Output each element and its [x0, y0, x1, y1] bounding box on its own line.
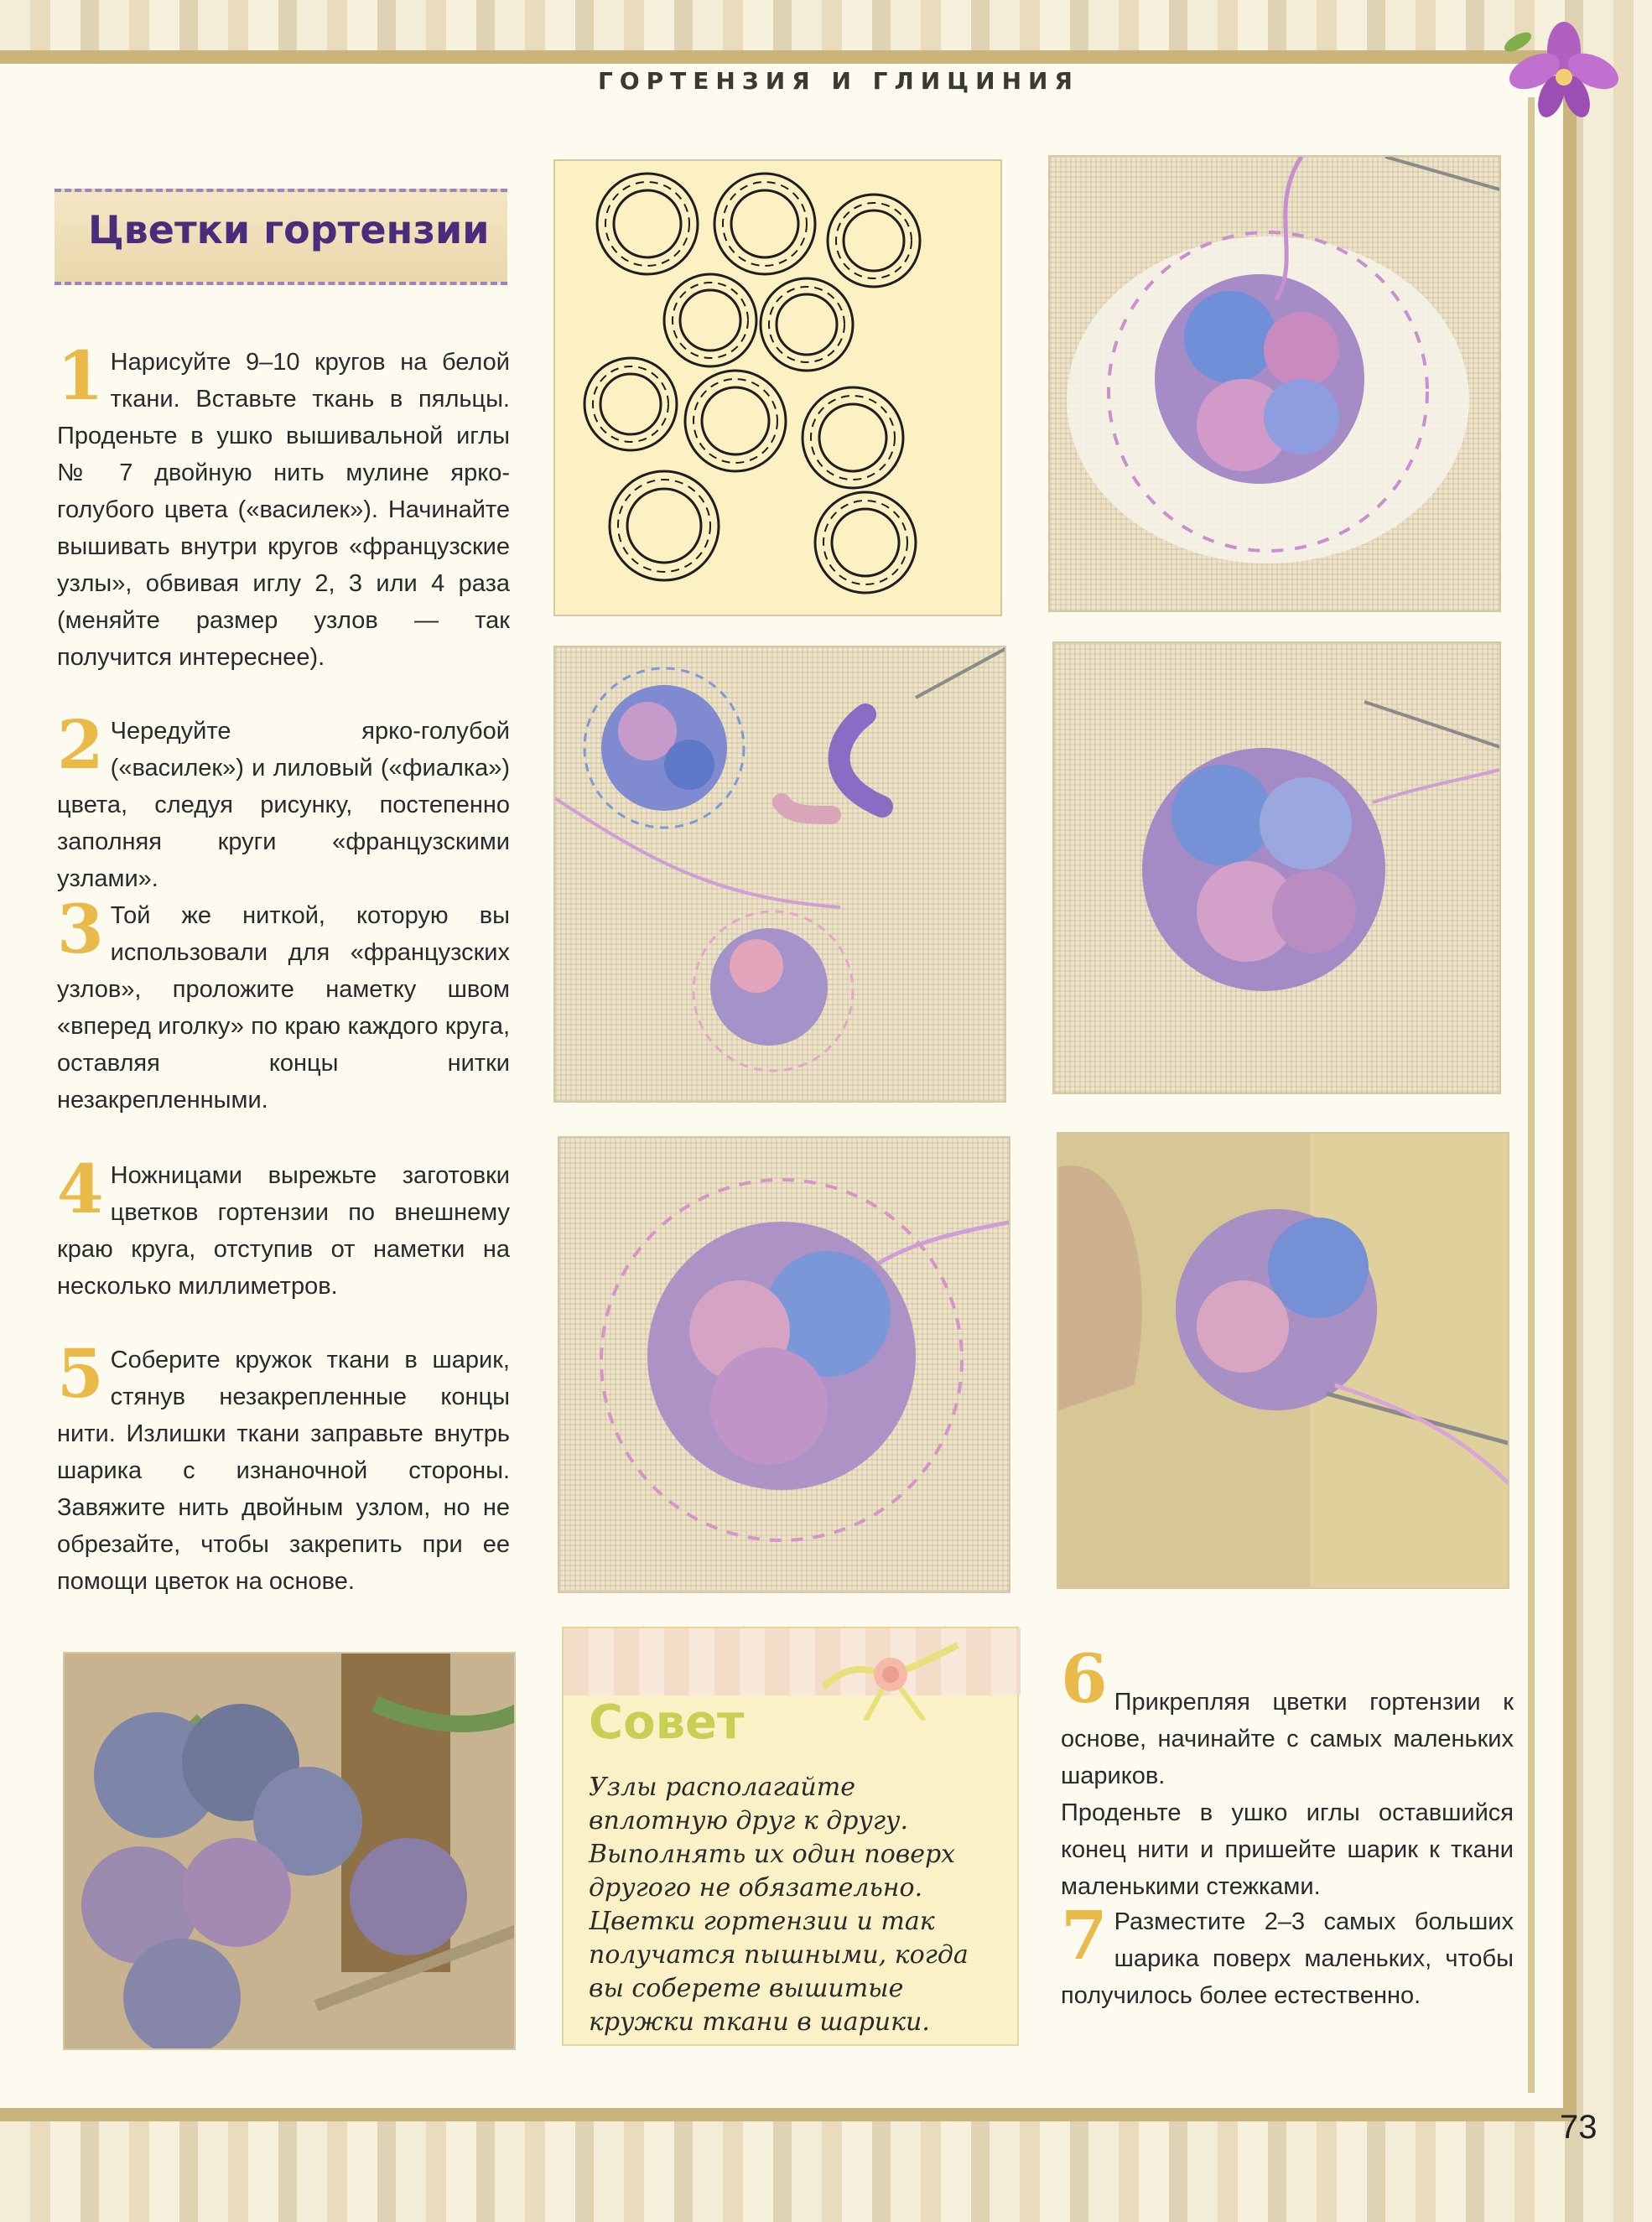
- step-text: Нарисуйте 9–10 кругов на белой ткани. Вставьте ткань в пяльцы. Проденьте в ушко вышивальной иглы № 7 двойную нить мулине ярко-голубого цвета («василек»). Начинайте вышивать внутри кругов «французские узлы», обвивая иглу 2, 3 или 4 раза (меняйте размер узлов — так получится интереснее).: [57, 349, 510, 671]
- step-number: 5: [57, 1334, 104, 1413]
- circles-template-diagram: [553, 159, 1002, 616]
- photo-6-art: [65, 1654, 516, 2050]
- step-6: [1061, 1610, 1514, 1905]
- step-4: [57, 1150, 510, 1305]
- step-photo-running-stitch: [558, 1136, 1010, 1593]
- step-text: Ножницами вырежьте заготовки цветков гортензии по внешнему краю круга, отступив от наметки на несколько миллиметров.: [57, 1162, 510, 1300]
- step-number: 4: [57, 1150, 104, 1228]
- rose-ribbon-icon: [815, 1628, 966, 1721]
- tip-text: Узлы располагайте вплотную друг к другу. Выполнять их один поверх другого не обязательно. Цветки гортензии и так получатся пышными, когда вы соберете вышитые кружки ткани в шарики.: [589, 1773, 969, 2037]
- photo-1-art: [1050, 157, 1501, 612]
- step-text: Соберите кружок ткани в шарик, стянув незакрепленные концы нити. Излишки ткани заправьте внутрь шарика с изнаночной стороны. Завяжите нить двойным узлом, но не обрезайте, чтобы закрепить при ее помощи цветок на основе.: [57, 1347, 510, 1595]
- section-title-ribbon: [55, 164, 507, 310]
- running-header: ГОРТЕНЗИЯ И ГЛИЦИНИЯ: [597, 66, 1079, 95]
- step-number: 3: [57, 890, 104, 968]
- step-7: [1061, 1896, 1514, 2014]
- step-number: 2: [57, 705, 104, 784]
- step-photo-french-knots: [553, 646, 1006, 1103]
- step-number: 7: [1061, 1896, 1108, 1975]
- step-2: [57, 705, 510, 897]
- step-3: [57, 890, 510, 1119]
- step-text: Разместите 2–3 самых больших шарика поверх маленьких, чтобы получилось более естественно.: [1061, 1908, 1514, 2009]
- step-number: 1: [57, 336, 104, 415]
- page-edge-decoration: [1528, 97, 1535, 2093]
- orchid-icon: [1501, 17, 1627, 126]
- step-1: [57, 336, 510, 676]
- step-photo-gathered-ball: [1052, 641, 1501, 1094]
- step-photo-attaching-ball: [1057, 1132, 1509, 1589]
- page-title: Цветки гортензии: [88, 207, 490, 252]
- step-text: Чередуйте ярко-голубой («василек») и лиловый («фиалка») цвета, следуя рисунку, постепенно заполняя круги «французскими узлами».: [57, 718, 510, 892]
- step-text: Прикрепляя цветки гортензии к основе, начинайте с самых маленьких шариков. Проденьте в ушко иглы оставшийся конец нити и пришейте шарик к ткани маленькими стежками.: [1061, 1689, 1514, 1900]
- step-photo-embroidered-circle: [1048, 155, 1501, 612]
- photo-3-art: [1054, 643, 1501, 1094]
- photo-4-art: [559, 1138, 1010, 1593]
- circles-diagram-svg: [555, 161, 1002, 616]
- step-5: [57, 1334, 510, 1600]
- photo-5-art: [1058, 1134, 1509, 1589]
- photo-2-art: [555, 647, 1006, 1103]
- step-number: 6: [1061, 1639, 1108, 1718]
- tip-box: [562, 1627, 1019, 2046]
- finished-hydrangea-photo: [63, 1652, 516, 2050]
- tip-title: Совет: [589, 1695, 745, 1750]
- page-number: 73: [1560, 2109, 1597, 2146]
- step-text: Той же ниткой, которую вы использовали для «французских узлов», проложите наметку швом «вперед иголку» по краю каждого круга, оставляя концы нитки незакрепленными.: [57, 902, 510, 1114]
